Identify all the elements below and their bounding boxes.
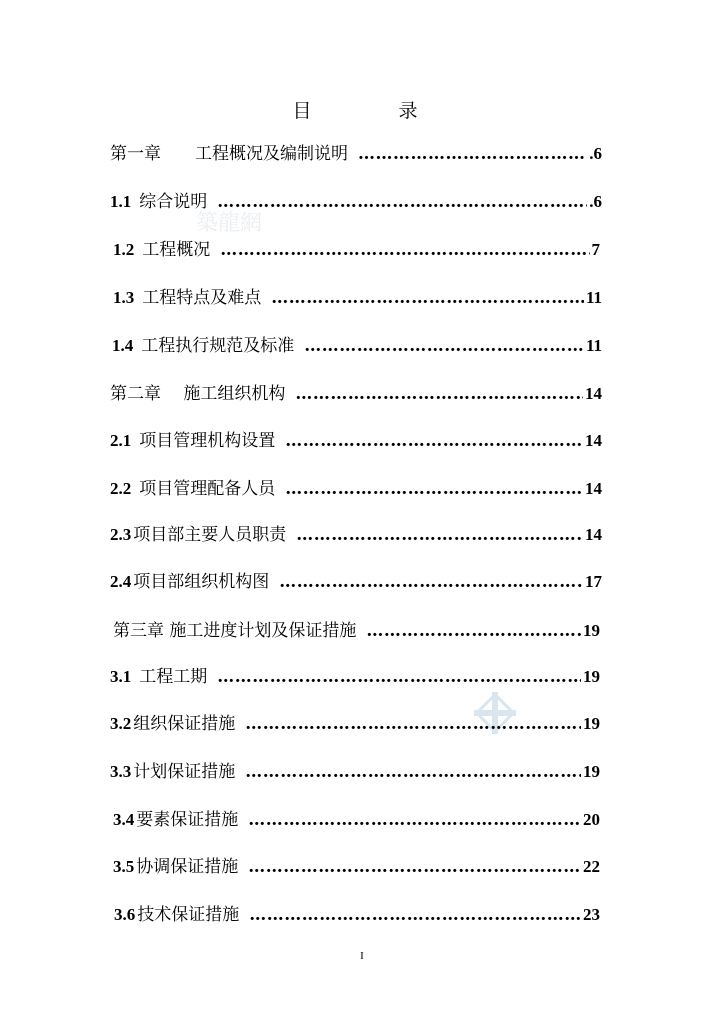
toc-page-number: 19 [583,621,600,640]
toc-entry[interactable] [110,475,602,499]
toc-page-number: 14 [585,525,602,544]
toc-entry-text: 要素保证措施 [136,810,239,830]
toc-entry[interactable] [110,710,600,734]
toc-entry-text: 计划保证措施 [133,762,236,782]
toc-entry[interactable] [113,617,600,641]
toc-entry-text: 项目部组织机构图 [133,572,270,592]
toc-entry[interactable] [110,568,602,592]
toc-leader-dots [245,762,581,782]
toc-entry[interactable] [110,380,602,404]
toc-entry[interactable] [113,284,602,308]
toc-entry[interactable] [110,758,600,782]
toc-page-number: 19 [583,714,600,733]
toc-page-number: 14 [585,479,602,498]
toc-leader-dots [285,431,583,451]
toc-leader-dots [248,810,581,830]
toc-entry-text: 第三章 施工进度计划及保证措施 [113,621,357,641]
toc-entry[interactable] [112,332,602,356]
toc-entry[interactable] [110,427,602,451]
toc-entry-text: 第一章 工程概况及编制说明 [110,144,348,164]
page-footer-number: I [360,950,364,962]
toc-leader-dots [304,336,584,356]
toc-section-number: 1.2 [113,240,135,259]
toc-entry-text: 综合说明 [139,192,208,212]
toc-entry-text: 协调保证措施 [136,857,239,877]
toc-section-number: 2.4 [110,572,132,591]
toc-entry-text: 第二章 施工组织机构 [110,384,286,404]
toc-leader-dots [271,288,584,308]
toc-entry[interactable] [110,521,602,545]
toc-section-number: 1.1 [110,192,132,211]
toc-section-number: 2.1 [110,431,132,450]
toc-page-number: 17 [585,572,602,591]
toc-page-number: 22 [583,857,600,876]
toc-section-number: 2.3 [110,525,132,544]
toc-leader-dots [358,144,587,164]
toc-entry-text: 技术保证措施 [137,905,240,925]
toc-entry[interactable] [110,663,600,687]
toc-leader-dots [220,240,589,260]
toc-entry-text: 工程执行规范及标准 [141,336,295,356]
page-title: 目 录 [292,100,452,122]
toc-section-number: 3.1 [110,667,132,686]
toc-section-number: 3.6 [114,905,136,924]
toc-entry-text: 工程工期 [139,667,208,687]
toc-entry[interactable] [113,806,600,830]
toc-page-number: .6 [589,192,602,211]
toc-leader-dots [249,905,581,925]
toc-page-number: 19 [583,762,600,781]
toc-page-number: 20 [583,810,600,829]
toc-leader-dots [285,479,583,499]
toc-leader-dots [279,572,583,592]
toc-entry-text: 工程概况 [142,240,211,260]
toc-page-number: 11 [585,336,602,355]
toc-entry[interactable] [114,901,600,925]
toc-entry[interactable] [110,188,602,212]
toc-page-number: 23 [583,905,600,924]
toc-entry-text: 组织保证措施 [133,714,236,734]
toc-section-number: 1.4 [112,336,134,355]
toc-leader-dots [245,714,581,734]
toc-entry-text: 项目部主要人员职责 [133,525,287,545]
toc-page-number: 14 [585,431,602,450]
toc-page-number: 7 [591,240,600,259]
toc-leader-dots [248,857,581,877]
toc-leader-dots [295,384,583,404]
toc-page-number: 11 [585,288,602,307]
toc-leader-dots [217,192,587,212]
toc-section-number: 1.3 [113,288,135,307]
toc-section-number: 3.5 [113,857,135,876]
toc-section-number: 3.4 [113,810,135,829]
toc-section-number: 3.3 [110,762,132,781]
toc-entry-text: 工程特点及难点 [142,288,262,308]
toc-page-number: 14 [585,384,602,403]
toc-entry[interactable] [113,853,600,877]
toc-section-number: 3.2 [110,714,132,733]
toc-leader-dots [296,525,583,545]
watermark-text: 築龍網 [196,211,263,236]
toc-section-number: 2.2 [110,479,132,498]
toc-entry-text: 项目管理配备人员 [139,479,276,499]
toc-leader-dots [217,667,581,687]
toc-page-number: .6 [589,144,602,163]
toc-entry-text: 项目管理机构设置 [139,431,276,451]
toc-leader-dots [366,621,581,641]
toc-page-number: 19 [583,667,600,686]
toc-entry[interactable] [113,236,600,260]
toc-entry[interactable] [110,140,602,164]
